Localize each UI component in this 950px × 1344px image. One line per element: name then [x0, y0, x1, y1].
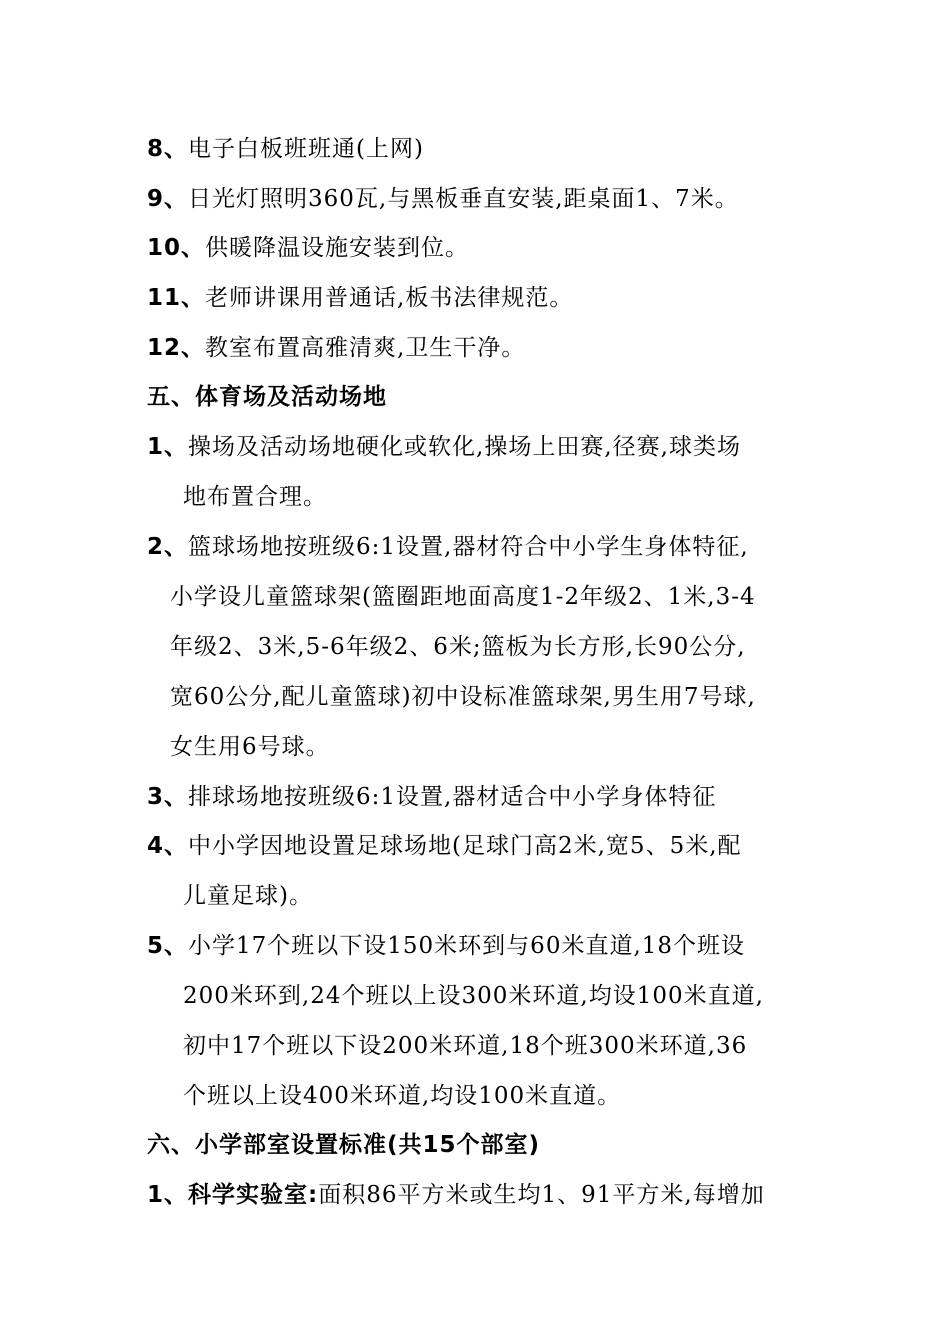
item-number: 12、: [147, 335, 206, 361]
item-text-continued: 个班以上设400米环道,均设100米直道。: [183, 1083, 622, 1109]
section-heading: 六、小学部室设置标准(共15个部室): [147, 1132, 541, 1158]
item-text: 小学17个班以下设150米环到与60米直道,18个班设: [188, 933, 746, 959]
item-title: 科学实验室:: [188, 1182, 319, 1208]
item-text: 篮球场地按班级6:1设置,器材符合中小学生身体特征,: [188, 534, 749, 560]
item-number: 1、: [147, 1182, 189, 1208]
item-text-continued: 小学设儿童篮球架(篮圈距地面高度1-2年级2、1米,3-4: [170, 584, 756, 610]
item-text-continued: 年级2、3米,5-6年级2、6米;篮板为长方形,长90公分,: [170, 634, 746, 660]
item-text: 日光灯照明360瓦,与黑板垂直安装,距桌面1、7米。: [188, 186, 739, 212]
item-number: 11、: [147, 285, 206, 311]
item-text: 中小学因地设置足球场地(足球门高2米,宽5、5米,配: [188, 833, 742, 859]
item-text: 排球场地按班级6:1设置,器材适合中小学身体特征: [188, 784, 717, 810]
item-text: 操场及活动场地硬化或软化,操场上田赛,径赛,球类场: [188, 434, 741, 460]
item-9: [147, 184, 739, 214]
item-number: 3、: [147, 784, 189, 810]
item-number: 10、: [147, 235, 206, 261]
item-11: [147, 283, 573, 313]
item-number: 5、: [147, 933, 189, 959]
item-text: 面积86平方米或生均1、91平方米,每增加: [318, 1182, 765, 1208]
item-text: 教室布置高雅清爽,卫生干净。: [205, 335, 526, 361]
item-text-continued: 宽60公分,配儿童篮球)初中设标准篮球架,男生用7号球,: [170, 684, 756, 710]
item-text-continued: 儿童足球)。: [183, 883, 313, 909]
item-8: [147, 134, 424, 164]
section-heading: 五、体育场及活动场地: [147, 384, 387, 410]
item-number: 1、: [147, 434, 189, 460]
item-number: 8、: [147, 136, 189, 162]
item-text-continued: 初中17个班以下设200米环道,18个班300米环道,36: [183, 1033, 748, 1059]
s6-item-1: [147, 1180, 765, 1210]
item-text-continued: 女生用6号球。: [170, 734, 330, 760]
item-text: 供暖降温设施安装到位。: [205, 235, 470, 261]
item-10: [147, 233, 469, 263]
item-number: 9、: [147, 186, 189, 212]
item-text: 老师讲课用普通话,板书法律规范。: [205, 285, 574, 311]
item-number: 4、: [147, 833, 189, 859]
item-text-continued: 地布置合理。: [183, 484, 327, 510]
item-number: 2、: [147, 534, 189, 560]
item-text: 电子白板班班通(上网): [188, 136, 424, 162]
item-12: [147, 333, 525, 363]
item-text-continued: 200米环到,24个班以上设300米环道,均设100米直道,: [183, 983, 764, 1009]
